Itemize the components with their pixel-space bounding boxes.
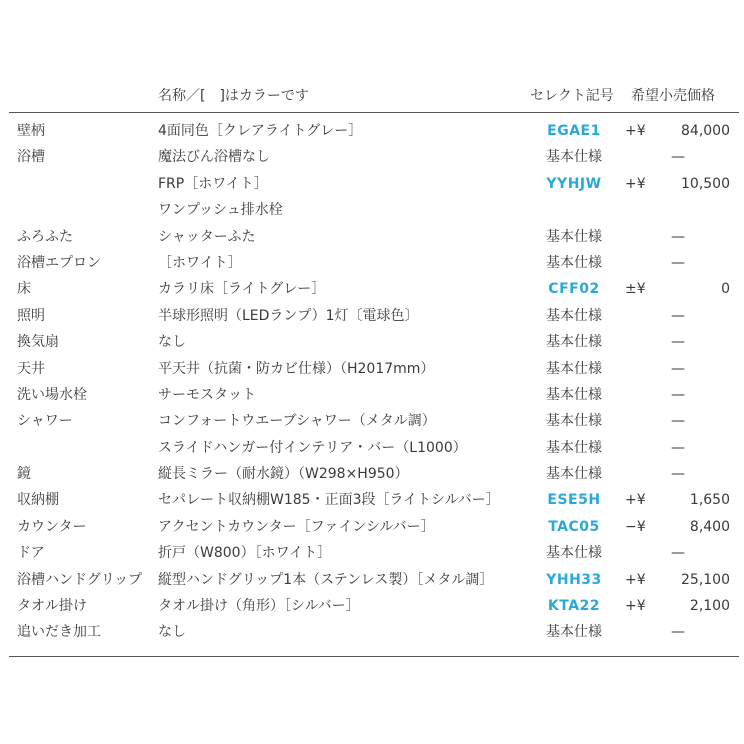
top-divider [9,112,739,113]
row-price-amount: 8,400 [689,518,730,535]
row-spec: ワンプッシュ排水栓 [158,202,283,219]
row-spec: 半球形照明（LEDランプ）1灯〔電球色〕 [158,307,419,324]
table-row [0,171,744,197]
row-category: 鏡 [17,466,31,483]
row-price-dash: — [671,254,685,271]
row-standard-label: 基本仕様 [546,466,602,483]
row-category: 照明 [17,307,45,324]
row-standard-label: 基本仕様 [546,545,602,562]
row-price-sign: +¥ [625,492,646,509]
row-category: 壁柄 [17,123,45,139]
table-row [0,329,744,355]
row-spec: スライドハンガー付インテリア・バー（L1000） [158,439,467,456]
row-standard-label: 基本仕様 [546,228,602,245]
row-price-dash: — [671,360,685,377]
row-select-code: ESE5H [547,492,601,509]
row-spec: シャッターふた [158,228,256,245]
row-standard-label: 基本仕様 [546,439,602,456]
row-price-dash: — [671,545,685,562]
row-category: 換気扇 [17,334,59,351]
row-category: 天井 [17,360,45,377]
row-price-sign: +¥ [625,123,646,139]
row-price-amount: 84,000 [681,123,730,139]
table-row [0,540,744,566]
row-price-dash: — [671,386,685,403]
header-code-column: セレクト記号 [530,88,614,104]
table-row [0,276,744,302]
table-row [0,250,744,276]
row-standard-label: 基本仕様 [546,334,602,351]
row-price-dash: — [671,439,685,456]
row-standard-label: 基本仕様 [546,149,602,166]
row-standard-label: 基本仕様 [546,386,602,403]
table-row [0,487,744,513]
table-row [0,118,744,144]
header-name-column: 名称／[ ]はカラーです [158,88,309,104]
row-standard-label: 基本仕様 [546,254,602,271]
row-spec: コンフォートウエーブシャワー（メタル調） [158,413,436,430]
row-spec: 平天井（抗菌・防カビ仕様）（H2017mm） [158,360,435,377]
row-spec: 縦型ハンドグリップ1本（ステンレス製）［メタル調］ [158,571,494,588]
table-row [0,514,744,540]
table-row [0,619,744,645]
row-category: 床 [17,281,31,298]
table-row [0,593,744,619]
table-row [0,144,744,170]
row-category: 浴槽ハンドグリップ [17,571,143,588]
row-price-sign: +¥ [625,598,646,615]
table-row [0,567,744,593]
row-price-dash: — [671,466,685,483]
row-price-amount: 1,650 [689,492,730,509]
row-spec: FRP［ホワイト］ [158,175,268,192]
table-row [0,461,744,487]
row-price-sign: −¥ [625,518,646,535]
row-price-dash: — [671,228,685,245]
row-price-dash: — [671,149,685,166]
row-spec: 4面同色［クレアライトグレー］ [158,123,363,139]
table-row [0,408,744,434]
header-price-column: 希望小売価格 [631,88,715,104]
row-standard-label: 基本仕様 [546,624,602,641]
row-price-sign: ±¥ [625,281,646,298]
row-category: 収納棚 [17,492,59,509]
row-category: カウンター [17,518,87,535]
row-select-code: YHH33 [546,571,602,588]
row-category: 追いだき加工 [17,624,101,641]
row-spec: サーモスタット [158,386,256,403]
row-price-dash: — [671,624,685,641]
row-category: シャワー [17,413,73,430]
row-category: タオル掛け [17,598,87,615]
row-spec: タオル掛け（角形）［シルバー］ [158,598,360,615]
row-select-code: TAC05 [548,518,600,535]
row-standard-label: 基本仕様 [546,360,602,377]
row-price-dash: — [671,307,685,324]
table-body [0,118,744,646]
row-spec: セパレート収納棚W185・正面3段［ライトシルバー］ [158,492,500,509]
row-category: ドア [17,545,45,562]
row-price-sign: +¥ [625,571,646,588]
row-spec: ［ホワイト］ [158,254,242,271]
row-standard-label: 基本仕様 [546,307,602,324]
row-category: 浴槽 [17,149,45,166]
row-spec: 縦長ミラー（耐水鏡）（W298×H950） [158,466,409,483]
row-spec: 魔法びん浴槽なし [158,149,270,166]
row-standard-label: 基本仕様 [546,413,602,430]
row-price-amount: 2,100 [689,598,730,615]
table-row [0,197,744,223]
row-spec: アクセントカウンター［ファインシルバー］ [158,518,435,535]
row-category: 浴槽エプロン [17,254,101,271]
row-spec: 折戸（W800）［ホワイト］ [158,545,332,562]
row-select-code: CFF02 [548,281,600,298]
row-spec: なし [158,624,186,641]
row-price-dash: — [671,334,685,351]
table-header [0,86,744,106]
row-category: ふろふた [17,228,73,245]
row-spec: カラリ床［ライトグレー］ [158,281,326,298]
row-price-amount: 0 [721,281,730,298]
table-row [0,356,744,382]
row-price-amount: 25,100 [681,571,730,588]
row-price-amount: 10,500 [681,175,730,192]
row-spec: なし [158,334,186,351]
table-row [0,303,744,329]
table-row [0,382,744,408]
row-select-code: YYHJW [546,175,602,192]
row-select-code: EGAE1 [547,123,601,139]
row-price-sign: +¥ [625,175,646,192]
table-row [0,435,744,461]
bottom-divider [9,656,739,657]
row-category: 洗い場水栓 [17,386,87,403]
row-price-dash: — [671,413,685,430]
row-select-code: KTA22 [547,598,601,615]
table-row [0,224,744,250]
